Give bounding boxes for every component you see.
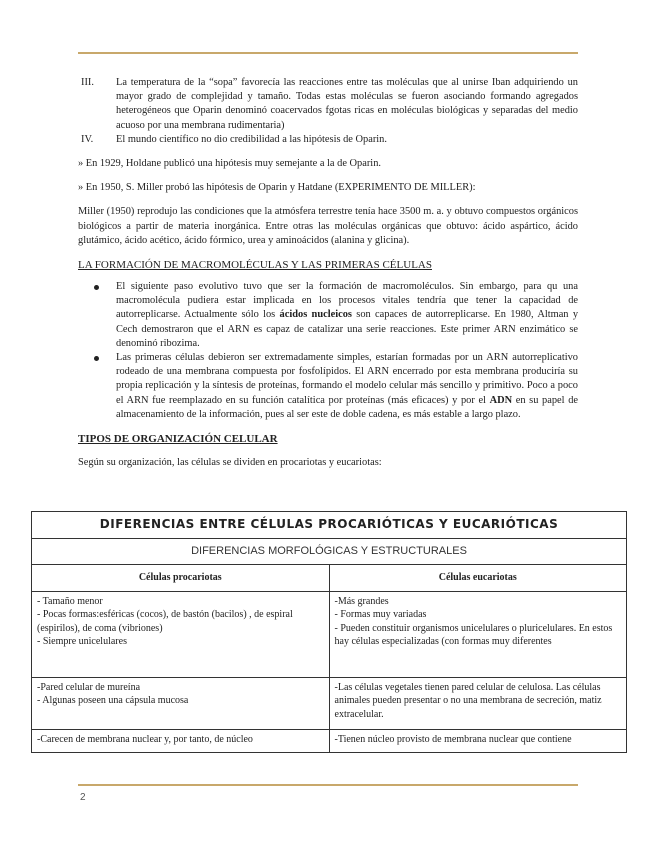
table-cell: - Tamaño menor - Pocas formas:esféricas (cocos), de bastón (bacilos) , de espiral (espirilos), de coma (vibriones) - Siempre unicelulares (32, 591, 330, 677)
roman-text: La temperatura de la “sopa” favorecía las reacciones entre tas moléculas que al unirse Iban adquiriendo un mayor grado de complejidad y tamaño. Todas estas moléculas se fueron asociando formando agregados heterogéneos que Oparin denominó coacervados fgotas ricas en moléculas biológicas y separadas del medio acuoso por una membrana rudimentaria) (116, 77, 578, 131)
table-title: DIFERENCIAS ENTRE CÉLULAS PROCARIÓTICAS Y EUCARIÓTICAS (32, 512, 627, 539)
roman-text: El mundo científico no dio credibilidad a las hipótesis de Oparin. (116, 133, 387, 145)
bullet-dot-icon (94, 285, 99, 290)
roman-numeral: IV. (81, 133, 94, 145)
bullet-dot-icon (94, 356, 99, 361)
organization-intro: Según su organización, las células se dividen en procariotas y eucariotas: (78, 457, 382, 469)
page-content (78, 76, 578, 470)
bold-term: ADN (489, 394, 513, 406)
column-header-prokaryotes: Células procariotas (32, 565, 330, 592)
table-row (32, 591, 627, 677)
roman-item-iv (78, 133, 578, 147)
bullet-item: Las primeras células debieron ser extremadamente simples, estarían formadas por un ARN autorreplicativo rodeado de una membrana compuesta por fosfolípidos. El ARN encerrado por esta membrana produciría su propia replicación y la síntesis de proteínas, formando el modelo celular más sencillo y primitivo. Poco a poco el ARN fue reemplazado en su función catalítica por proteínas (más eficaces) y por el ADN en su papel de almacenamiento de la información, pues al ser este de doble cadena, es más estable a largo plazo. (78, 351, 578, 422)
table-cell: -Más grandes - Formas muy variadas - Pueden constituir organismos unicelulares o pluricelulares. En estos hay células especializadas (con formas muy diferentes (329, 591, 627, 677)
section-heading-cell-organization: TIPOS DE ORGANIZACIÓN CELULAR (78, 433, 278, 446)
page-number: 2 (80, 792, 86, 803)
bold-term: ácidos nucleicos (279, 309, 352, 321)
roman-item-iii (78, 76, 578, 133)
haldane-paragraph: » En 1929, Holdane publicó una hipótesis muy semejante a la de Oparin. (78, 158, 381, 170)
roman-numeral: III. (81, 77, 94, 88)
table-cell: -Tienen núcleo provisto de membrana nuclear que contiene (329, 729, 627, 753)
table-cell: -Carecen de membrana nuclear y, por tanto, de núcleo (32, 729, 330, 753)
table-cell: -Pared celular de mureína - Algunas poseen una cápsula mucosa (32, 677, 330, 729)
table-subtitle: DIFERENCIAS MORFOLÓGICAS Y ESTRUCTURALES (32, 538, 627, 565)
miller-body-paragraph: Miller (1950) reprodujo las condiciones que la atmósfera terrestre tenía hace 3500 m. a. y obtuvo compuestos orgánicos biológicos a partir de materia inorgánica. Entre otras las moléculas orgánicas que obtuvo: ácido aspártico, ácido glutámico, ácido acético, ácido fórmico, urea y aminoácidos (alanina y glicina). (78, 206, 578, 246)
section-heading-macromolecules: LA FORMACIÓN DE MACROMOLÉCULAS Y LAS PRIMERAS CÉLULAS (78, 259, 432, 272)
differences-table-wrapper (31, 511, 627, 753)
differences-table (31, 511, 627, 753)
table-row (32, 729, 627, 753)
header-rule (78, 52, 578, 54)
table-row (32, 677, 627, 729)
column-header-eukaryotes: Células eucariotas (329, 565, 627, 592)
miller-intro-paragraph: » En 1950, S. Miller probó las hipótesis de Oparin y Hatdane (EXPERIMENTO DE MILLER): (78, 182, 476, 194)
bullet-item: El siguiente paso evolutivo tuvo que ser la formación de macromoléculos. Sin embargo, para qu una macromolécula pudiera estar implicada en los procesos vitales tendría que tener la capacidad de autorreplicarse. Actualmente sólo los ácidos nucleicos son capaces de autorreplicarse. En 1980, Altman y Cech demostraron que el ARN es capaz de catalizar una serie reacciones. Este primer ARN enzimático se denominó ribozima. (78, 280, 578, 351)
footer-rule (78, 784, 578, 786)
table-cell: -Las células vegetales tienen pared celular de celulosa. Las células animales pueden presentar o no una membrana de secreción, matiz extracelular. (329, 677, 627, 729)
